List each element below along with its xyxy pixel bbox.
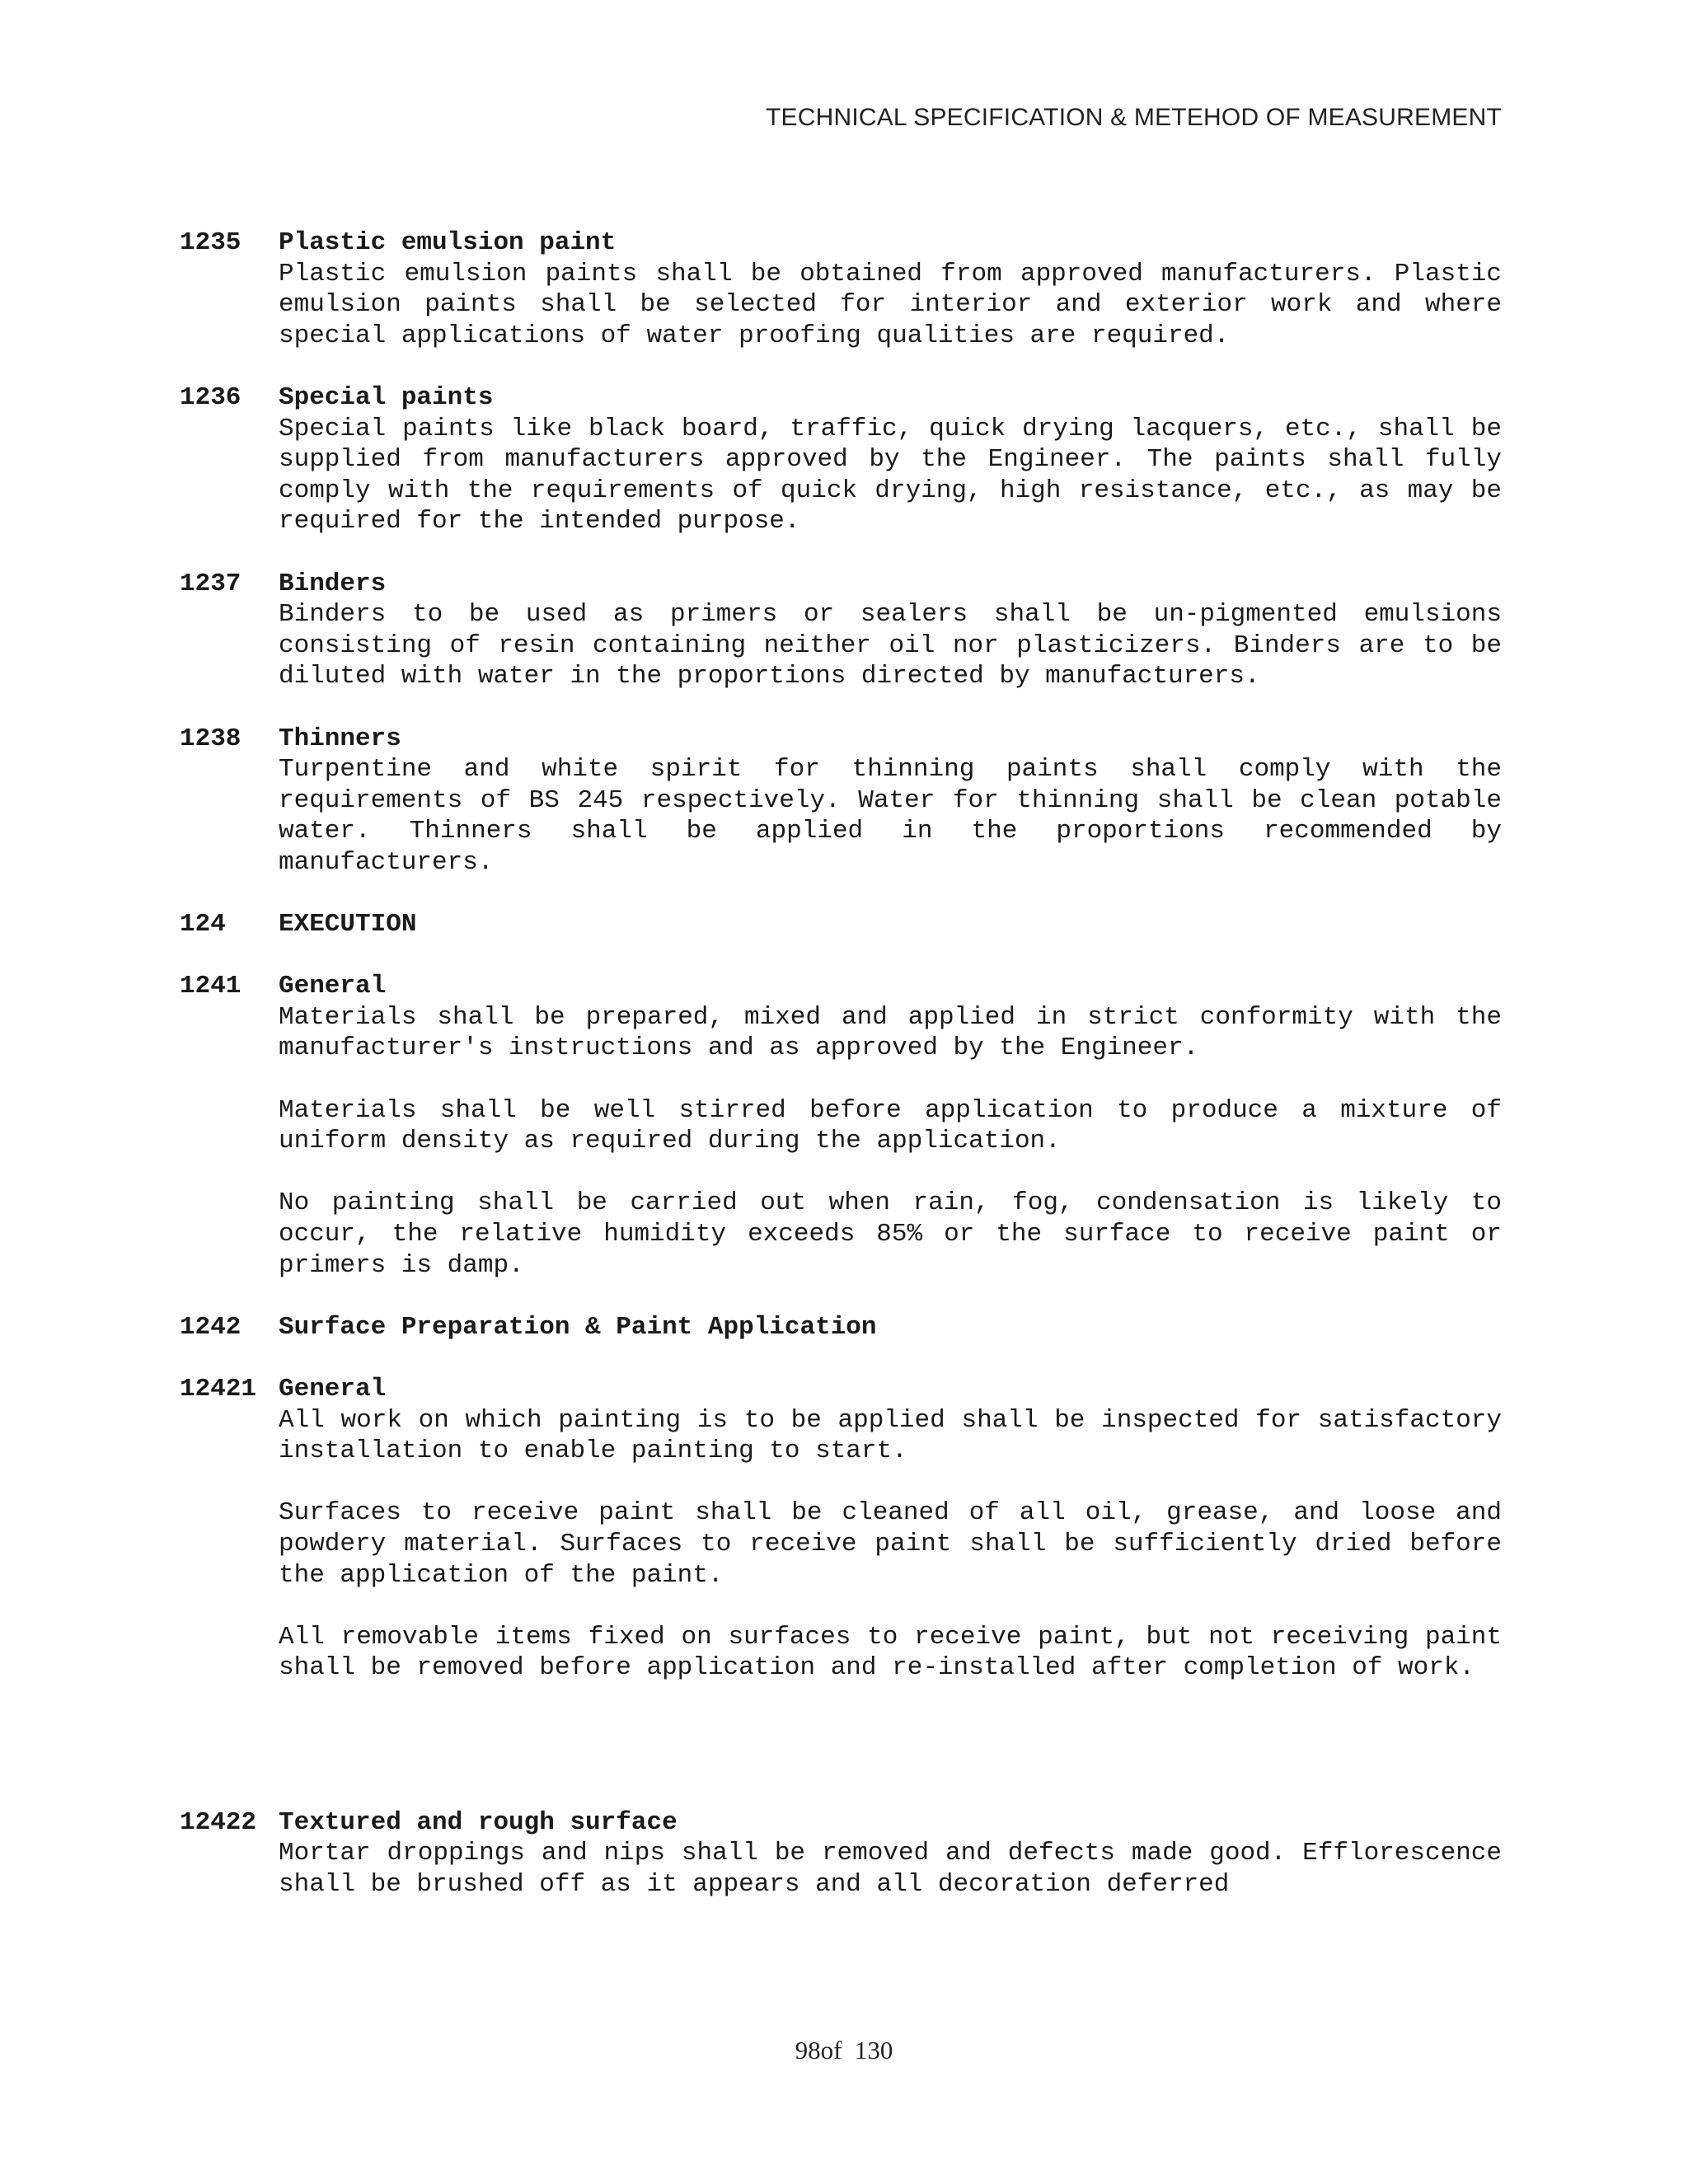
section-12422 [180, 1807, 1502, 1900]
section-number: 12421 [180, 1374, 257, 1404]
section-1242 [180, 1312, 1502, 1343]
page-header: TECHNICAL SPECIFICATION & METEHOD OF MEASUREMENT [765, 104, 1502, 131]
section-title: Binders [279, 569, 387, 598]
section-1235 [180, 227, 1502, 351]
paragraph: All removable items fixed on surfaces to receive paint, but not receiving paint shall be removed before application and re-installed after completion of work. [279, 1622, 1502, 1683]
paragraph: Turpentine and white spirit for thinning paints shall comply with the requirements of BS 245 respectively. Water for thinning shall be clean potable water. Thinners shall be applied in the proportions recommended by manufacturers. [279, 755, 1502, 877]
page-break-space [180, 1715, 1502, 1807]
section-title: Thinners [279, 724, 401, 753]
paragraph: Special paints like black board, traffic, quick drying lacquers, etc., shall be supplied from manufacturers approved by the Engineer. The paints shall fully comply with the requirements of quick drying, high resistance, etc., as may be required for the intended purpose. [279, 414, 1502, 537]
section-number: 1236 [180, 382, 241, 412]
section-number: 1237 [180, 569, 241, 598]
section-1238 [180, 724, 1502, 879]
section-number: 124 [180, 910, 226, 940]
current-page: 98 [795, 2036, 821, 2064]
section-title: Surface Preparation & Paint Application [279, 1312, 877, 1342]
section-number: 1238 [180, 724, 241, 753]
section-title: Textured and rough surface [279, 1807, 678, 1837]
paragraph: Materials shall be prepared, mixed and applied in strict conformity with the manufacturer's instructions and as approved by the Engineer. [279, 1002, 1502, 1063]
paragraph: Materials shall be well stirred before application to produce a mixture of uniform density as required during the application. [279, 1095, 1502, 1156]
paragraph: Surfaces to receive paint shall be cleaned of all oil, grease, and loose and powdery material. Surfaces to receive paint shall be sufficiently dried before the application of the paint. [279, 1498, 1502, 1590]
total-pages: 130 [854, 2036, 893, 2064]
section-title: General [279, 972, 387, 1001]
section-number: 1235 [180, 228, 241, 257]
section-title: Special paints [279, 382, 494, 412]
section-title: Plastic emulsion paint [279, 228, 617, 257]
section-1236 [180, 382, 1502, 537]
paragraph: Plastic emulsion paints shall be obtained from approved manufacturers. Plastic emulsion paints shall be selected for interior and exterior work and where special applications of water proofing qualities are required. [279, 259, 1502, 350]
section-1237 [180, 569, 1502, 692]
paragraph: No painting shall be carried out when rain, fog, condensation is likely to occur, the relative humidity exceeds 85% or the surface to receive paint or primers is damp. [279, 1188, 1502, 1280]
paragraph: All work on which painting is to be applied shall be inspected for satisfactory installation to enable painting to start. [279, 1405, 1502, 1466]
section-number: 12422 [180, 1807, 257, 1837]
paragraph: Mortar droppings and nips shall be removed and defects made good. Efflorescence shall be brushed off as it appears and all decoration deferred [279, 1839, 1502, 1899]
of-label: of [820, 2036, 842, 2064]
section-12421 [180, 1374, 1502, 1684]
section-124 [180, 909, 1502, 940]
document-body [180, 227, 1502, 1931]
paragraph: Binders to be used as primers or sealers shall be un-pigmented emulsions consisting of resin containing neither oil nor plasticizers. Binders are to be diluted with water in the proportions directed by manufacturers. [279, 600, 1502, 691]
section-number: 1242 [180, 1312, 241, 1342]
page-number [0, 2036, 1688, 2065]
section-number: 1241 [180, 972, 241, 1001]
section-title: General [279, 1374, 387, 1404]
section-1241 [180, 971, 1502, 1281]
section-title: EXECUTION [279, 910, 417, 940]
